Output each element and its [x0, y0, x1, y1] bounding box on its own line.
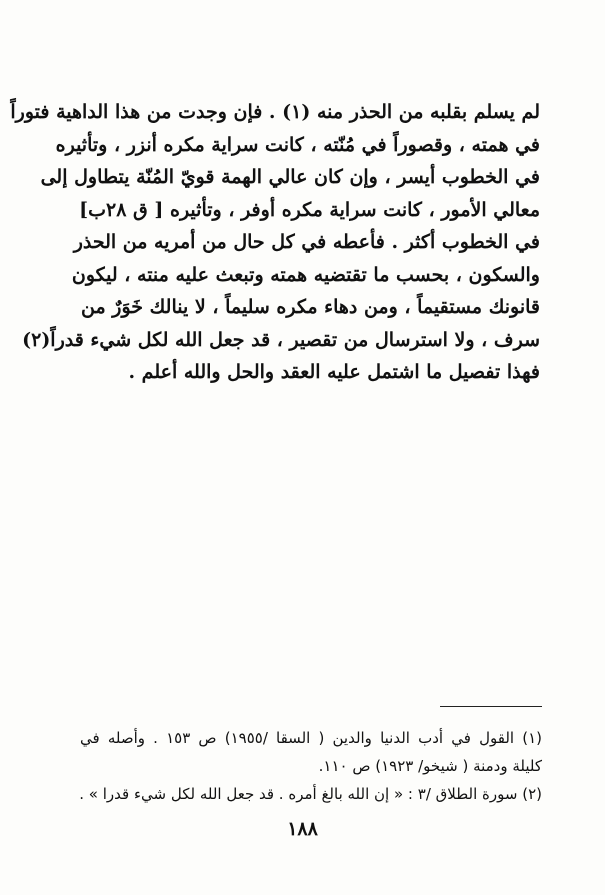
- text-line: والسكون ، بحسب ما تقتضيه همته وتبعث عليه منته ، ليكون: [71, 263, 540, 286]
- text-line: سرف ، ولا استرسال من تقصير ، قد جعل الله لكل شيء قدراً(٢): [22, 328, 540, 351]
- text-line: في الخطوب أكثر . فأعطه في كل حال من أمريه من الحذر: [73, 231, 540, 253]
- text-line: فهذا تفصيل ما اشتمل عليه العقد والحل والله أعلم .: [128, 361, 540, 383]
- text-line: قانونك مستقيماً ، ومن دهاء مكره سليماً ، لا ينالك خَوَرٌ من: [81, 296, 540, 318]
- page-number: ١٨٨: [287, 818, 318, 840]
- footnotes-block: [80, 724, 542, 808]
- main-text-block: [10, 96, 540, 389]
- text-line: لم يسلم بقلبه من الحذر منه (١) . فإن وجدت من هذا الداهية فتوراً: [10, 101, 540, 123]
- footnote-divider: [440, 706, 542, 707]
- footnote-line: (٢) سورة الطلاق /٣ : « إن الله بالغ أمره . قد جعل الله لكل شيء قدرا » .: [79, 785, 542, 803]
- footnote-line: (١) القول في أدب الدنيا والدين ( السقا /١٩٥٥) ص ١٥٣ . وأصله في: [80, 729, 543, 747]
- text-line: معالي الأمور ، كانت سراية مكره أوفر ، وتأثيره [ ق ٢٨ب]: [79, 198, 540, 221]
- text-line: في همته ، وقصوراً في مُنّته ، كانت سراية مكره أنزر ، وتأثيره: [55, 133, 540, 156]
- footnote-line: كليلة ودمنة ( شيخو/ ١٩٢٣) ص ١١٠.: [318, 757, 542, 775]
- text-line: في الخطوب أيسر ، وإن كان عالي الهمة قويّ المُنّة يتطاول إلى: [40, 166, 540, 188]
